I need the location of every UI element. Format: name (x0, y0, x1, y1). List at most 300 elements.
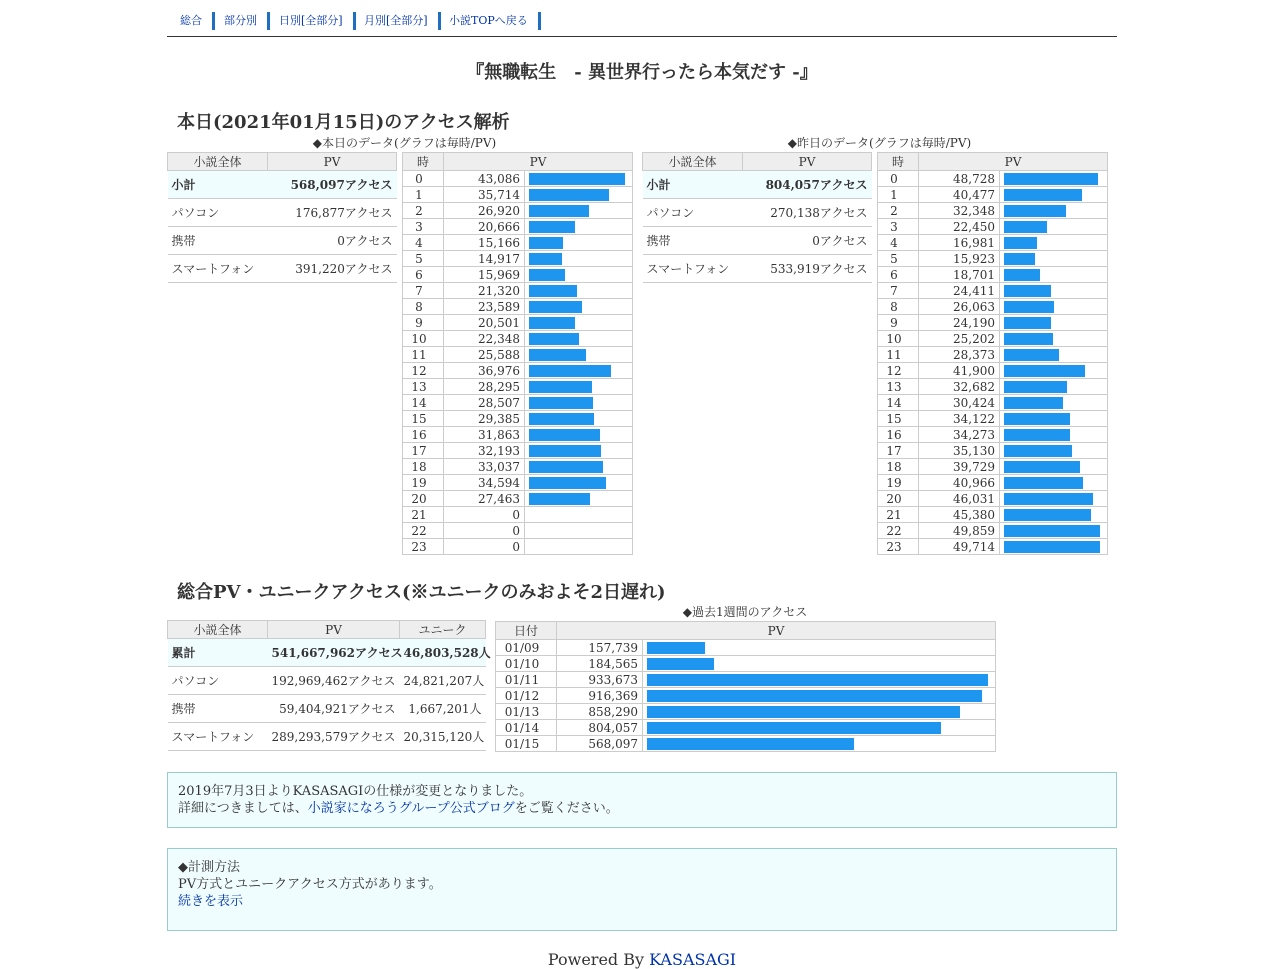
summary-header-pv: PV (743, 153, 872, 171)
chart-row (878, 363, 1108, 379)
chart-data-label: 40,966 (919, 475, 1000, 491)
chart-category-label: 22 (878, 523, 919, 539)
chart-bar-cell (525, 331, 633, 347)
chart-bar-cell (1000, 347, 1108, 363)
chart-bar (1004, 189, 1082, 201)
chart-row (403, 523, 633, 539)
total-header-pv: PV (268, 621, 400, 639)
chart-data-label: 33,037 (444, 459, 525, 475)
total-header-novel: 小説全体 (168, 621, 268, 639)
chart-row (878, 219, 1108, 235)
chart-row (403, 395, 633, 411)
chart-bar-cell (1000, 459, 1108, 475)
chart-category-label: 0 (878, 171, 919, 187)
chart-data-label: 23,589 (444, 299, 525, 315)
summary-row (643, 199, 872, 227)
nav-link-novel-top[interactable]: 小説TOPへ戻る (449, 12, 541, 30)
total-label: 携帯 (168, 695, 268, 723)
chart-bar (1004, 173, 1098, 185)
chart-bar-cell (525, 171, 633, 187)
chart-bar (1004, 253, 1035, 265)
chart-data-label: 27,463 (444, 491, 525, 507)
chart-category-label: 15 (403, 411, 444, 427)
chart-row (403, 347, 633, 363)
summary-value: 270,138アクセス (743, 199, 872, 227)
nav-link-by-part[interactable]: 部分別 (224, 12, 270, 30)
chart-row (403, 443, 633, 459)
chart-data-label: 41,900 (919, 363, 1000, 379)
total-row (168, 639, 486, 667)
chart-bar (1004, 269, 1040, 281)
chart-category-label: 2 (878, 203, 919, 219)
chart-bar-cell (525, 283, 633, 299)
chart-category-label: 20 (403, 491, 444, 507)
chart-category-label: 01/15 (496, 736, 557, 752)
today-heading: 本日(2021年01月15日)のアクセス解析 (177, 112, 510, 133)
notice-text-pre: 詳細につきましては、 (178, 801, 308, 816)
today-caption: ◆本日のデータ(グラフは毎時/PV) (312, 136, 497, 150)
summary-row (643, 255, 872, 283)
chart-bar-cell (1000, 203, 1108, 219)
chart-category-label: 14 (878, 395, 919, 411)
summary-header-pv: PV (268, 153, 397, 171)
total-unique: 20,315,120人 (400, 723, 486, 751)
chart-bar-cell (525, 491, 633, 507)
chart-bar-cell (1000, 219, 1108, 235)
chart-category-label: 21 (403, 507, 444, 523)
chart-bar-cell (643, 672, 996, 688)
chart-row (878, 283, 1108, 299)
chart-bar (1004, 301, 1054, 313)
method-title: ◆計測方法 (178, 860, 240, 875)
today-summary-table (167, 152, 397, 283)
chart-data-label: 34,273 (919, 427, 1000, 443)
chart-category-label: 8 (878, 299, 919, 315)
total-header-unique: ユニーク (400, 621, 486, 639)
chart-category-label: 21 (878, 507, 919, 523)
chart-bar (529, 173, 625, 185)
chart-data-label: 32,348 (919, 203, 1000, 219)
chart-bar (529, 365, 611, 377)
chart-bar-cell (525, 411, 633, 427)
chart-bar-cell (525, 315, 633, 331)
chart-bar-cell (1000, 427, 1108, 443)
chart-row (403, 459, 633, 475)
chart-data-label: 16,981 (919, 235, 1000, 251)
chart-bar-cell (525, 443, 633, 459)
novel-title: 『無職転生 - 異世界行ったら本気だす -』 (466, 62, 818, 83)
yesterday-hourly-table (877, 152, 1108, 555)
chart-bar (529, 253, 562, 265)
chart-bar (1004, 205, 1066, 217)
chart-bar (647, 642, 705, 654)
chart-category-label: 0 (403, 171, 444, 187)
summary-label: パソコン (643, 199, 743, 227)
method-text: PV方式とユニークアクセス方式があります。 (178, 877, 442, 892)
chart-category-label: 23 (403, 539, 444, 555)
chart-bar (529, 429, 600, 441)
chart-category-label: 2 (403, 203, 444, 219)
chart-category-label: 01/10 (496, 656, 557, 672)
chart-row (878, 235, 1108, 251)
chart-data-label: 45,380 (919, 507, 1000, 523)
chart-bar-cell (525, 267, 633, 283)
chart-bar-cell (643, 656, 996, 672)
chart-data-label: 184,565 (557, 656, 643, 672)
chart-data-label: 40,477 (919, 187, 1000, 203)
chart-data-label: 36,976 (444, 363, 525, 379)
chart-data-label: 24,190 (919, 315, 1000, 331)
chart-category-label: 13 (878, 379, 919, 395)
summary-label: 小計 (643, 171, 743, 199)
chart-row (403, 251, 633, 267)
nav-link-overall[interactable]: 総合 (180, 12, 215, 30)
chart-bar-cell (1000, 363, 1108, 379)
chart-row (403, 539, 633, 555)
chart-row (496, 688, 996, 704)
chart-category-label: 11 (403, 347, 444, 363)
chart-bar (1004, 349, 1059, 361)
chart-bar (529, 285, 577, 297)
chart-bar-cell (1000, 331, 1108, 347)
chart-data-label: 20,501 (444, 315, 525, 331)
chart-bar (1004, 237, 1037, 249)
chart-category-label: 7 (403, 283, 444, 299)
chart-row (878, 299, 1108, 315)
chart-category-label: 19 (878, 475, 919, 491)
chart-row (878, 395, 1108, 411)
chart-data-label: 25,588 (444, 347, 525, 363)
chart-row (403, 331, 633, 347)
chart-bar (647, 674, 988, 686)
chart-category-label: 12 (403, 363, 444, 379)
chart-category-label: 16 (403, 427, 444, 443)
chart-bar (529, 349, 586, 361)
chart-bar (529, 205, 589, 217)
chart-category-label: 11 (878, 347, 919, 363)
chart-data-label: 48,728 (919, 171, 1000, 187)
chart-bar-cell (1000, 507, 1108, 523)
chart-row (878, 251, 1108, 267)
chart-row (496, 736, 996, 752)
chart-row (403, 299, 633, 315)
chart-bar (529, 445, 601, 457)
chart-bar (529, 397, 593, 409)
chart-bar (1004, 509, 1091, 521)
total-label: パソコン (168, 667, 268, 695)
chart-category-label: 8 (403, 299, 444, 315)
chart-row (878, 507, 1108, 523)
chart-bar-cell (1000, 267, 1108, 283)
chart-row (403, 267, 633, 283)
chart-data-label: 804,057 (557, 720, 643, 736)
chart-bar (1004, 381, 1067, 393)
summary-header-novel: 小説全体 (643, 153, 743, 171)
official-blog-link[interactable]: 小説家になろうグループ公式ブログ (307, 801, 515, 816)
chart-bar-cell (525, 219, 633, 235)
summary-row (168, 199, 397, 227)
chart-category-label: 4 (403, 235, 444, 251)
yesterday-summary-table (642, 152, 872, 283)
chart-category-label: 15 (878, 411, 919, 427)
chart-bar-cell (525, 363, 633, 379)
summary-value: 391,220アクセス (268, 255, 397, 283)
chart-category-label: 23 (878, 539, 919, 555)
summary-label: スマートフォン (168, 255, 268, 283)
chart-data-label: 49,859 (919, 523, 1000, 539)
summary-value: 804,057アクセス (743, 171, 872, 199)
chart-row (878, 411, 1108, 427)
chart-bar-cell (525, 251, 633, 267)
week-caption: ◆過去1週間のアクセス (682, 605, 808, 619)
chart-data-label: 933,673 (557, 672, 643, 688)
chart-row (878, 187, 1108, 203)
summary-header-novel: 小説全体 (168, 153, 268, 171)
chart-row (496, 656, 996, 672)
chart-category-label: 20 (878, 491, 919, 507)
chart-data-label: 39,729 (919, 459, 1000, 475)
chart-data-label: 49,714 (919, 539, 1000, 555)
summary-row (168, 171, 397, 199)
chart-bar-cell (1000, 299, 1108, 315)
chart-bar (1004, 445, 1072, 457)
chart-data-label: 0 (444, 523, 525, 539)
chart-bar (529, 381, 592, 393)
total-row (168, 695, 486, 723)
nav-link-daily[interactable]: 日別[全部分] (279, 12, 356, 30)
chart-row (403, 427, 633, 443)
chart-bar (647, 706, 960, 718)
total-label: スマートフォン (168, 723, 268, 751)
chart-row (403, 491, 633, 507)
chart-bar-cell (525, 507, 633, 523)
chart-data-label: 15,969 (444, 267, 525, 283)
chart-category-label: 9 (878, 315, 919, 331)
chart-category-label: 01/12 (496, 688, 557, 704)
today-hourly-table (402, 152, 633, 555)
yesterday-summary-body (643, 171, 872, 283)
summary-label: 小計 (168, 171, 268, 199)
chart-category-label: 1 (403, 187, 444, 203)
total-summary-table (167, 620, 491, 751)
chart-bar (529, 333, 579, 345)
summary-value: 0アクセス (268, 227, 397, 255)
chart-bar (1004, 221, 1047, 233)
total-pv: 541,667,962アクセス (268, 639, 400, 667)
chart-category-label: 22 (403, 523, 444, 539)
chart-bar-cell (525, 235, 633, 251)
week-header-date: 日付 (496, 622, 557, 640)
total-pv: 59,404,921アクセス (268, 695, 400, 723)
chart-row (878, 347, 1108, 363)
chart-bar-cell (525, 459, 633, 475)
chart-bar (1004, 397, 1063, 409)
chart-bar (529, 461, 603, 473)
chart-bar (1004, 365, 1085, 377)
chart-data-label: 28,373 (919, 347, 1000, 363)
chart-bar (529, 493, 590, 505)
chart-data-label: 26,920 (444, 203, 525, 219)
chart-bar-cell (525, 523, 633, 539)
total-label: 累計 (168, 639, 268, 667)
chart-bar-cell (1000, 315, 1108, 331)
chart-row (496, 704, 996, 720)
chart-bar (529, 413, 594, 425)
chart-row (878, 171, 1108, 187)
chart-bar (1004, 317, 1051, 329)
summary-label: パソコン (168, 199, 268, 227)
chart-category-label: 01/11 (496, 672, 557, 688)
chart-bar (1004, 429, 1070, 441)
footer (167, 950, 1117, 969)
chart-bar-cell (1000, 491, 1108, 507)
chart-bar-cell (525, 203, 633, 219)
chart-row (878, 427, 1108, 443)
chart-row (403, 203, 633, 219)
chart-row (878, 267, 1108, 283)
summary-row (643, 171, 872, 199)
chart-bar-cell (643, 736, 996, 752)
chart-row (403, 171, 633, 187)
chart-data-label: 20,666 (444, 219, 525, 235)
chart-row (496, 640, 996, 656)
summary-label: 携帯 (643, 227, 743, 255)
chart-data-label: 858,290 (557, 704, 643, 720)
hour-header-pv: PV (444, 153, 633, 171)
chart-category-label: 9 (403, 315, 444, 331)
chart-bar-cell (525, 187, 633, 203)
chart-bar-cell (1000, 235, 1108, 251)
chart-bar-cell (525, 475, 633, 491)
chart-bar-cell (1000, 475, 1108, 491)
chart-data-label: 35,130 (919, 443, 1000, 459)
chart-category-label: 13 (403, 379, 444, 395)
chart-bar-cell (525, 347, 633, 363)
weekly-table (495, 621, 996, 752)
chart-bar (1004, 541, 1100, 553)
chart-row (878, 475, 1108, 491)
chart-bar-cell (1000, 171, 1108, 187)
chart-row (403, 283, 633, 299)
week-header-pv: PV (557, 622, 996, 640)
chart-data-label: 28,295 (444, 379, 525, 395)
chart-bar-cell (1000, 411, 1108, 427)
chart-bar-cell (1000, 251, 1108, 267)
chart-bar (529, 269, 565, 281)
yesterday-hourly-body (878, 171, 1108, 555)
chart-category-label: 16 (878, 427, 919, 443)
summary-label: 携帯 (168, 227, 268, 255)
total-pv: 289,293,579アクセス (268, 723, 400, 751)
chart-data-label: 18,701 (919, 267, 1000, 283)
summary-value: 0アクセス (743, 227, 872, 255)
chart-row (878, 379, 1108, 395)
chart-row (878, 203, 1108, 219)
chart-row (878, 443, 1108, 459)
chart-data-label: 21,320 (444, 283, 525, 299)
chart-category-label: 18 (878, 459, 919, 475)
summary-row (643, 227, 872, 255)
hour-header-time: 時 (878, 153, 919, 171)
today-summary-body (168, 171, 397, 283)
show-more-link[interactable]: 続きを表示 (178, 894, 244, 909)
method-box (167, 848, 1117, 931)
chart-data-label: 43,086 (444, 171, 525, 187)
chart-row (878, 523, 1108, 539)
chart-row (878, 315, 1108, 331)
chart-data-label: 22,450 (919, 219, 1000, 235)
chart-bar-cell (525, 427, 633, 443)
chart-row (403, 315, 633, 331)
chart-bar-cell (1000, 187, 1108, 203)
kasasagi-link[interactable]: KASASAGI (649, 950, 737, 969)
chart-bar (647, 658, 714, 670)
total-unique: 24,821,207人 (400, 667, 486, 695)
total-unique: 1,667,201人 (400, 695, 486, 723)
chart-row (403, 363, 633, 379)
total-row (168, 723, 486, 751)
total-pv: 192,969,462アクセス (268, 667, 400, 695)
chart-category-label: 01/14 (496, 720, 557, 736)
summary-row (168, 227, 397, 255)
chart-category-label: 4 (878, 235, 919, 251)
chart-row (403, 411, 633, 427)
chart-category-label: 6 (403, 267, 444, 283)
chart-data-label: 24,411 (919, 283, 1000, 299)
chart-category-label: 17 (403, 443, 444, 459)
chart-row (403, 507, 633, 523)
notice-line-2 (178, 800, 1106, 817)
chart-data-label: 0 (444, 507, 525, 523)
chart-category-label: 01/13 (496, 704, 557, 720)
chart-category-label: 1 (878, 187, 919, 203)
chart-category-label: 10 (878, 331, 919, 347)
chart-category-label: 18 (403, 459, 444, 475)
chart-row (403, 379, 633, 395)
hour-header-pv: PV (919, 153, 1108, 171)
nav-link-monthly[interactable]: 月別[全部分] (364, 12, 441, 30)
chart-row (403, 235, 633, 251)
summary-value: 533,919アクセス (743, 255, 872, 283)
chart-row (878, 491, 1108, 507)
chart-row (403, 187, 633, 203)
summary-label: スマートフォン (643, 255, 743, 283)
chart-bar (529, 237, 563, 249)
chart-category-label: 14 (403, 395, 444, 411)
chart-data-label: 916,369 (557, 688, 643, 704)
chart-bar (1004, 477, 1083, 489)
chart-category-label: 01/09 (496, 640, 557, 656)
footer-text: Powered By (547, 950, 650, 969)
chart-category-label: 7 (878, 283, 919, 299)
chart-bar (529, 317, 575, 329)
chart-bar-cell (525, 299, 633, 315)
chart-data-label: 15,166 (444, 235, 525, 251)
chart-bar-cell (525, 395, 633, 411)
yesterday-caption: ◆昨日のデータ(グラフは毎時/PV) (787, 136, 972, 150)
chart-bar (1004, 285, 1051, 297)
chart-data-label: 30,424 (919, 395, 1000, 411)
chart-data-label: 22,348 (444, 331, 525, 347)
chart-category-label: 5 (878, 251, 919, 267)
notice-box (167, 772, 1117, 828)
chart-row (403, 475, 633, 491)
chart-bar (529, 301, 582, 313)
chart-category-label: 12 (878, 363, 919, 379)
chart-data-label: 15,923 (919, 251, 1000, 267)
summary-row (168, 255, 397, 283)
chart-data-label: 29,385 (444, 411, 525, 427)
